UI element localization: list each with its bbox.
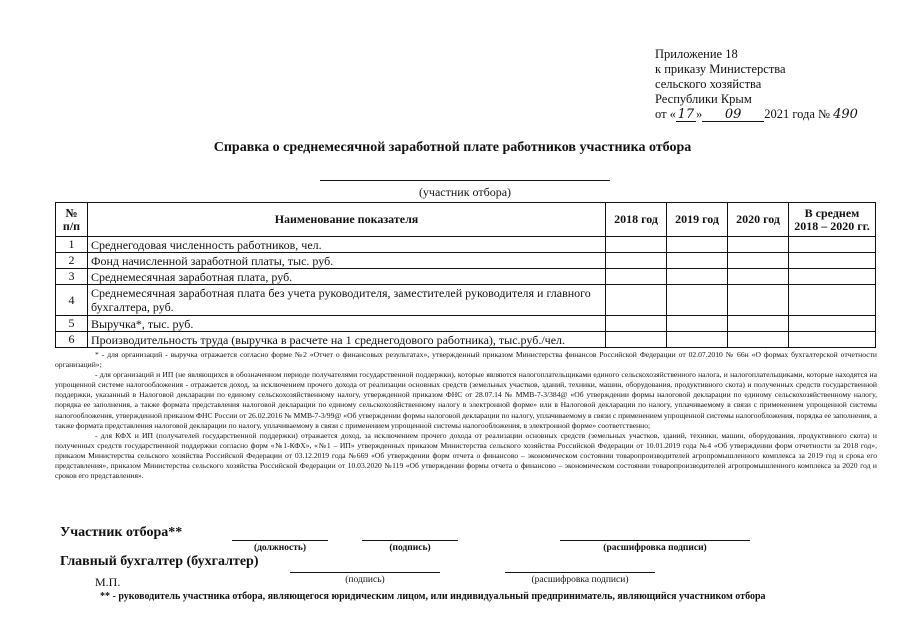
- header-num: № п/п: [56, 203, 88, 237]
- position-line: [232, 540, 328, 541]
- cell-average[interactable]: [789, 237, 876, 253]
- appendix-date-line: [655, 107, 858, 122]
- accountant-decoding-caption: (расшифровка подписи): [531, 575, 629, 585]
- header-name: Наименование показателя: [88, 203, 606, 237]
- row-name: Среднемесячная заработная плата, руб.: [88, 269, 606, 285]
- cell-2019[interactable]: [667, 285, 728, 316]
- cell-average[interactable]: [789, 253, 876, 269]
- row-name: Производительность труда (выручка в расчете на 1 среднегодового работника), тыс.руб./чел.: [88, 332, 606, 348]
- order-number: 490: [833, 107, 858, 122]
- note-tax-payers: - для организаций и ИП (не являющихся в обозначенном периоде получателями государственной поддержки), которые являются налогоплательщиками единого сельскохозяйственного налога, и налогоплательщиками, которые находятся на упрощенной системе налогообложения - отражается доход, за исключением прочего дохода от реализации основных средств (земельных участков, зданий, техники, машин, оборудования, продуктивного скота) и полученных средств государственной поддержки, указанный в Налоговой декларации по единому сельскохозяйственному налогу, утвержденной приказом ФНС от 28.07.14 № ММВ-7-3/384@ «Об утверждении формы налоговой декларации по единому сельскохозяйственному налогу, порядка ее заполнения, а также формата представления налоговой декларации по единому сельскохозяйственному налогу в электронной форме» или в Налоговой декларации по налогу, уплачиваемому в связи с применением упрощенной системы налогообложения, утвержденной приказом ФНС России от 26.02.2016 № ММВ-7-3/99@ «Об утверждении формы налоговой декларации по налогу, уплачиваемому в связи с применением упрощенной системы налогообложения, порядка ее заполнения, а также формата представления налоговой декларации по налогу, уплачиваемому в связи с применением упрощенной системы налогообложения, в электронной форме» соответственно;: [55, 370, 877, 430]
- header-average: В среднем 2018 – 2020 гг.: [789, 203, 876, 237]
- cell-2020[interactable]: [728, 332, 789, 348]
- table-row: [56, 285, 876, 316]
- cell-2020[interactable]: [728, 316, 789, 332]
- cell-2020[interactable]: [728, 285, 789, 316]
- cell-2019[interactable]: [667, 237, 728, 253]
- row-num: 4: [56, 285, 88, 316]
- participant-signer-label: Участник отбора**: [60, 525, 183, 540]
- cell-2020[interactable]: [728, 237, 789, 253]
- note-kfh-ip: - для КФХ и ИП (получателей государственной поддержки) отражается доход, за исключением прочего дохода от реализации основных средств (земельных участков, зданий, техники, машин, оборудования, продуктивного скота) и полученных средств государственной поддержки согласно форм «№1-КФХ», «№1 – ИП» утвержденных приказом Министерства сельского хозяйства Российской Федерации от 10.01.2019 года №4 «Об утверждении форм отчетности за 2018 год», приказом Министерства сельского хозяйства Российской Федерации от 03.12.2019 года №669 «Об утверждении форм отчета о финансово – экономическом состоянии товаропроизводителей агропромышленного комплекса за 2019 год и срока его представления», приказом Министерства сельского хозяйства Российской Федерации от 10.03.2020 №119 «Об утверждении формы отчета о финансово – экономическом состоянии товаропроизводителей агропромышленного комплекса за 2020 год и сроков его представления».: [55, 430, 877, 481]
- table-row: [56, 316, 876, 332]
- table-header-row: [56, 203, 876, 237]
- participant-caption: (участник отбора): [418, 185, 512, 199]
- cell-average[interactable]: [789, 285, 876, 316]
- note-organizations: * - для организаций - выручка отражается согласно форме №2 «Отчет о финансовых результатах», утвержденный приказом Министерства финансов Российской Федерации от 02.07.2010 № 66н «О формах бухгалтерской отчетности организаций»;: [55, 350, 877, 370]
- cell-2019[interactable]: [667, 316, 728, 332]
- appendix-line-2: к приказу Министерства: [655, 62, 786, 76]
- position-caption: (должность): [253, 543, 307, 553]
- cell-2018[interactable]: [606, 253, 667, 269]
- header-2018: 2018 год: [606, 203, 667, 237]
- row-name: Выручка*, тыс. руб.: [88, 316, 606, 332]
- row-num: 2: [56, 253, 88, 269]
- stamp-placeholder: М.П.: [95, 575, 121, 589]
- accountant-signature-line: [290, 572, 440, 573]
- footnote-director: ** - руководитель участника отбора, являющегося юридическим лицом, или индивидуальный предприниматель, являющийся участником отбора: [100, 591, 766, 602]
- appendix-line-3: сельского хозяйства: [655, 77, 762, 91]
- cell-2018[interactable]: [606, 285, 667, 316]
- row-num: 1: [56, 237, 88, 253]
- cell-2020[interactable]: [728, 269, 789, 285]
- decoding-caption: (расшифровка подписи): [603, 543, 707, 553]
- signature-caption: (подпись): [389, 543, 431, 553]
- cell-2020[interactable]: [728, 253, 789, 269]
- cell-2019[interactable]: [667, 269, 728, 285]
- cell-2019[interactable]: [667, 253, 728, 269]
- date-month: 09: [702, 108, 764, 122]
- date-day: 17: [677, 107, 695, 122]
- accountant-signer-label: Главный бухгалтер (бухгалтер): [60, 554, 259, 569]
- table-row: [56, 253, 876, 269]
- accountant-decoding-line: [505, 572, 655, 573]
- date-year: 2021 года №: [764, 107, 830, 121]
- participant-blank-line: [320, 180, 610, 181]
- row-num: 6: [56, 332, 88, 348]
- appendix-line-1: Приложение 18: [655, 47, 738, 61]
- row-name: Среднегодовая численность работников, чел.: [88, 237, 606, 253]
- appendix-line-4: Республики Крым: [655, 92, 752, 106]
- cell-2018[interactable]: [606, 332, 667, 348]
- row-name: Фонд начисленной заработной платы, тыс. руб.: [88, 253, 606, 269]
- header-2019: 2019 год: [667, 203, 728, 237]
- date-mid: »: [695, 107, 703, 121]
- cell-average[interactable]: [789, 332, 876, 348]
- row-name: Среднемесячная заработная плата без учета руководителя, заместителей руководителя и главного бухгалтера, руб.: [88, 285, 606, 316]
- table-row: [56, 332, 876, 348]
- notes-block: [55, 350, 877, 481]
- row-num: 5: [56, 316, 88, 332]
- cell-2018[interactable]: [606, 269, 667, 285]
- cell-average[interactable]: [789, 269, 876, 285]
- cell-2018[interactable]: [606, 237, 667, 253]
- cell-2019[interactable]: [667, 332, 728, 348]
- cell-2018[interactable]: [606, 316, 667, 332]
- signature-line: [362, 540, 458, 541]
- date-prefix: от «: [655, 107, 676, 121]
- row-num: 3: [56, 269, 88, 285]
- cell-average[interactable]: [789, 316, 876, 332]
- decoding-line: [560, 540, 750, 541]
- header-2020: 2020 год: [728, 203, 789, 237]
- indicators-table: [55, 202, 876, 348]
- accountant-signature-caption: (подпись): [345, 575, 385, 585]
- document-title: Справка о среднемесячной заработной плате работников участника отбора: [213, 140, 692, 155]
- table-row: [56, 269, 876, 285]
- table-row: [56, 237, 876, 253]
- appendix-block: [655, 47, 858, 122]
